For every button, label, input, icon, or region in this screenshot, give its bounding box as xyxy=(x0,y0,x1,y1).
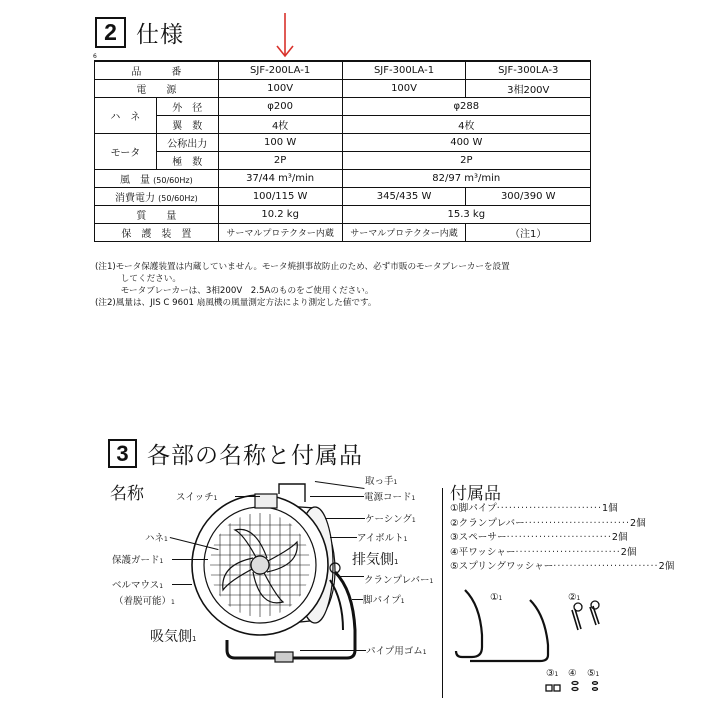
callout-suffix: 1 xyxy=(554,671,559,678)
table-row xyxy=(95,116,591,134)
accessory-name: ④平ワッシャー xyxy=(450,546,516,558)
table-cell: 4枚 xyxy=(218,116,342,134)
accessories-heading: 付属品 xyxy=(450,484,501,504)
note-line: (注2)風量は、JIS C 9601 扇風機の風量測定方法により測定した値です。 xyxy=(95,298,377,308)
power-source-label: 電 源 xyxy=(95,80,219,98)
list-item: ④平ワッシャー ·························· 2個 xyxy=(450,546,606,561)
callout-text: ② xyxy=(568,592,577,603)
leader-line xyxy=(338,576,364,577)
label-text: ベルマウス xyxy=(112,580,160,591)
table-row xyxy=(95,188,591,206)
intake-side-label xyxy=(150,626,196,646)
label-text: 脚パイプ xyxy=(363,595,401,606)
model-label: 品 番 xyxy=(95,61,219,80)
callout-suffix: 1 xyxy=(595,671,600,678)
accessory-name: ③スペーサー xyxy=(450,532,507,544)
names-heading: 名称 xyxy=(110,484,144,504)
section-3-header xyxy=(108,437,363,470)
table-row xyxy=(95,61,591,80)
table-cell: 4枚 xyxy=(342,116,590,134)
callout-text: ③ xyxy=(546,668,555,679)
list-item: ③スペーサー ·························· 2個 xyxy=(450,531,606,546)
clamp-lever-label xyxy=(364,572,433,586)
label-suffix: 1 xyxy=(164,536,168,543)
callout-text: ④ xyxy=(568,668,577,679)
arrow-down-icon xyxy=(276,13,294,58)
table-cell: 37/44 m³/min xyxy=(218,170,342,188)
label-suffix: 1 xyxy=(393,479,398,486)
fan-illustration xyxy=(175,480,375,670)
exhaust-side-label xyxy=(352,549,398,569)
label-text: 吸気側 xyxy=(150,629,192,645)
section-number: 3 xyxy=(108,439,137,468)
label-text: 保護ガード xyxy=(112,555,160,566)
table-cell: サーマルプロテクター内蔵 xyxy=(218,224,342,242)
table-cell: 400 W xyxy=(342,134,590,152)
airflow-label xyxy=(95,170,219,188)
motor-label: モータ xyxy=(95,134,157,170)
leader-line xyxy=(172,584,192,585)
label-text: 電源コード xyxy=(364,492,412,503)
leader-line xyxy=(235,496,260,497)
list-item: ⑤スプリングワッシャー ·························· 2個 xyxy=(450,560,606,575)
label-text: ケーシング xyxy=(365,514,412,525)
callout-2 xyxy=(568,592,580,603)
casing-label xyxy=(365,511,416,525)
label-suffix: 1 xyxy=(400,598,405,605)
label-suffix: 1 xyxy=(429,578,434,585)
callout-5 xyxy=(587,668,599,679)
label-text: ハネ xyxy=(145,533,165,544)
label-text: 取っ手 xyxy=(365,476,394,487)
protection-label: 保 護 装 置 xyxy=(95,224,219,242)
accessory-qty: 2個 xyxy=(658,561,675,573)
table-row xyxy=(95,206,591,224)
blade-part-label xyxy=(145,530,168,544)
table-row xyxy=(95,98,591,116)
leader-line xyxy=(325,518,365,519)
label-suffix: 1 xyxy=(159,558,164,565)
blade-count-label: 翼 数 xyxy=(156,116,218,134)
table-row xyxy=(95,224,591,242)
guard-label xyxy=(112,552,163,566)
section-2-header xyxy=(95,16,184,49)
table-row xyxy=(95,80,591,98)
table-cell: 3相200V xyxy=(466,80,591,98)
table-cell: 100 W xyxy=(218,134,342,152)
blade-label: ハ ネ xyxy=(95,98,157,134)
power-consumption-label-text: 消費電力 xyxy=(114,193,155,204)
power-cord-label xyxy=(364,489,415,503)
table-cell: 100V xyxy=(218,80,342,98)
model-cell: SJF-200LA-1 xyxy=(218,61,342,80)
callout-suffix: 1 xyxy=(498,595,503,602)
power-consumption-hz: (50/60Hz) xyxy=(158,194,198,203)
accessory-name: ⑤スプリングワッシャー xyxy=(450,561,554,573)
model-cell: SJF-300LA-3 xyxy=(466,61,591,80)
section-title: 各部の名称と付属品 xyxy=(147,443,363,469)
label-suffix: 1 xyxy=(213,495,218,502)
switch-label xyxy=(176,489,217,503)
callout-3 xyxy=(546,668,558,679)
table-cell: φ200 xyxy=(218,98,342,116)
table-cell: φ288 xyxy=(342,98,590,116)
power-consumption-label xyxy=(95,188,219,206)
table-row xyxy=(95,152,591,170)
rated-output-label: 公称出力 xyxy=(156,134,218,152)
section-title: 仕様 xyxy=(136,22,184,48)
leader-line xyxy=(310,496,364,497)
mass-label: 質 量 xyxy=(95,206,219,224)
label-text: （着脱可能） xyxy=(114,596,172,607)
table-cell: 100V xyxy=(342,80,466,98)
outer-diameter-label: 外 径 xyxy=(156,98,218,116)
airflow-label-text: 風 量 xyxy=(119,175,150,186)
model-cell: SJF-300LA-1 xyxy=(342,61,466,80)
table-cell: 82/97 m³/min xyxy=(342,170,590,188)
note-line: してください。 xyxy=(95,274,181,284)
section-number: 2 xyxy=(95,17,126,48)
accessories-illustration xyxy=(450,585,610,700)
label-text: パイプ用ゴム xyxy=(366,646,423,657)
table-cell: 2P xyxy=(342,152,590,170)
table-row xyxy=(95,134,591,152)
divider xyxy=(442,488,443,698)
leader-line xyxy=(172,559,208,560)
bellmouth-label xyxy=(112,577,163,591)
table-cell: 300/390 W xyxy=(466,188,591,206)
airflow-hz: (50/60Hz) xyxy=(153,176,193,185)
label-suffix: 1 xyxy=(159,583,164,590)
table-cell: 10.2 kg xyxy=(218,206,342,224)
list-item: ①脚パイプ ·························· 1個 xyxy=(450,502,606,517)
label-suffix: 1 xyxy=(171,599,175,606)
handle-label xyxy=(365,473,397,487)
accessory-qty: 2個 xyxy=(611,532,628,544)
callout-4 xyxy=(568,668,577,679)
table-cell: 100/115 W xyxy=(218,188,342,206)
label-suffix: 1 xyxy=(403,536,408,543)
accessory-qty: 1個 xyxy=(602,503,618,514)
notes xyxy=(95,261,510,309)
label-text: 排気側 xyxy=(352,552,394,568)
accessory-name: ①脚パイプ xyxy=(450,503,497,514)
label-text: アイボルト xyxy=(357,533,404,544)
callout-suffix: 1 xyxy=(576,595,581,602)
corner-mark: 6 xyxy=(93,53,97,60)
label-suffix: 1 xyxy=(192,635,197,643)
accessory-qty: 2個 xyxy=(630,517,646,529)
eyebolt-label xyxy=(357,530,407,544)
label-suffix: 1 xyxy=(394,558,399,566)
label-suffix: 1 xyxy=(411,495,416,502)
table-row xyxy=(95,170,591,188)
accessories-list xyxy=(450,502,675,575)
callout-1 xyxy=(490,592,502,603)
poles-label: 極 数 xyxy=(156,152,218,170)
table-cell: 345/435 W xyxy=(342,188,466,206)
note-line: (注1)モータ保護装置は内蔵していません。モータ焼損事故防止のため、必ず市販のモータブレーカーを設置 xyxy=(95,262,510,272)
label-text: スイッチ xyxy=(176,492,214,503)
table-cell: サーマルプロテクター内蔵 xyxy=(342,224,466,242)
label-suffix: 1 xyxy=(411,517,416,524)
table-cell: 2P xyxy=(218,152,342,170)
leader-line xyxy=(352,599,363,600)
label-text: クランプレバー xyxy=(364,575,430,586)
bellmouth-note-label xyxy=(114,593,175,607)
list-item: ②クランプレバー ·························· 2個 xyxy=(450,517,606,532)
callout-text: ① xyxy=(490,592,499,603)
accessory-name: ②クランプレバー xyxy=(450,517,525,529)
accessory-qty: 2個 xyxy=(620,546,637,558)
spec-table xyxy=(94,60,591,242)
table-cell: 15.3 kg xyxy=(342,206,590,224)
leg-pipe-label xyxy=(363,592,405,606)
note-line: モータブレーカーは、3相200V 2.5Aのものをご使用ください。 xyxy=(95,286,374,296)
callout-text: ⑤ xyxy=(587,668,596,679)
label-suffix: 1 xyxy=(422,649,427,656)
leader-line xyxy=(300,650,366,651)
table-cell: （注1） xyxy=(466,224,591,242)
leader-line xyxy=(330,537,357,538)
pipe-rubber-label xyxy=(366,643,427,657)
